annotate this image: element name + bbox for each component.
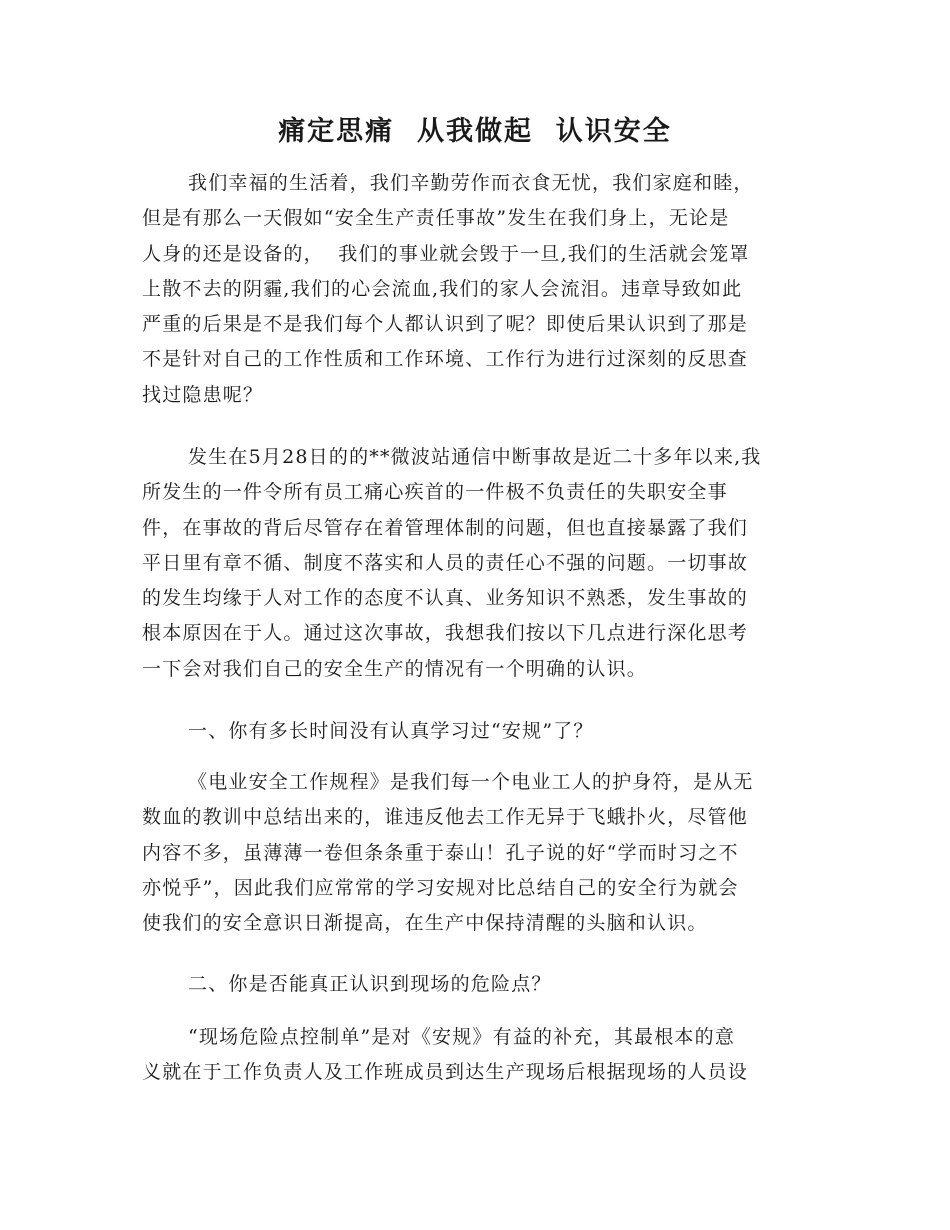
text-line: “现场危险点控制单”是对《安规》有益的补充，其最根本的意 — [188, 1026, 736, 1048]
text-line: 亦悦乎”，因此我们应常常的学习安规对比总结自己的安全行为就会 — [142, 876, 739, 899]
text-line: 发生在5月28日的的**微波站通信中断事故是近二十多年以来,我 — [188, 446, 762, 468]
paragraph-4 — [142, 1020, 822, 1091]
text-line: 但是有那么一天假如“安全生产责任事故”发生在我们身上，无论是 — [142, 207, 730, 230]
paragraph-2 — [142, 440, 822, 687]
text-line: 一下会对我们自己的安全生产的情况有一个明确的认识。 — [142, 657, 648, 680]
text-line: 《电业安全工作规程》是我们每一个电业工人的护身符，是从无 — [188, 771, 754, 793]
section-heading-1 — [142, 714, 822, 749]
text-line: 上散不去的阴霾,我们的心会流血,我们的家人会流泪。违章导致如此 — [142, 277, 743, 300]
text-line: 严重的后果是不是我们每个人都认识到了呢？即使后果认识到了那是 — [142, 313, 749, 336]
text-line: 使我们的安全意识日渐提高，在生产中保持清醒的头脑和认识。 — [142, 912, 708, 935]
text-line: 平日里有章不循、制度不落实和人员的责任心不强的问题。一切事故 — [142, 551, 749, 574]
document-title: 痛定思痛 从我做起 认识安全 — [278, 116, 672, 147]
text-line: 义就在于工作负责人及工作班成员到达生产现场后根据现场的人员设 — [142, 1061, 749, 1084]
text-line: 内容不多，虽薄薄一卷但条条重于泰山！孔子说的好“学而时习之不 — [142, 841, 739, 864]
paragraph-1 — [142, 166, 822, 413]
text-line: 的发生均缘于人对工作的态度不认真、业务知识不熟悉，发生事故的 — [142, 587, 749, 610]
paragraph-3 — [142, 765, 822, 941]
text-line: 不是针对自己的工作性质和工作环境、工作行为进行过深刻的反思查 — [142, 348, 749, 371]
text-line: 件，在事故的背后尽管存在着管理体制的问题，但也直接暴露了我们 — [142, 516, 749, 539]
text-line: 根本原因在于人。通过这次事故，我想我们按以下几点进行深化思考 — [142, 622, 749, 645]
text-line: 找过隐患呢？ — [142, 383, 264, 406]
section-heading-text: 二、你是否能真正认识到现场的危险点？ — [188, 973, 552, 995]
text-line: 我们幸福的生活着，我们辛勤劳作而衣食无忧，我们家庭和睦， — [188, 172, 754, 194]
text-line: 数血的教训中总结出来的，谁违反他去工作无异于飞蛾扑火，尽管他 — [142, 806, 749, 829]
text-line: 所发生的一件令所有员工痛心疾首的一件极不负责任的失职安全事 — [142, 481, 728, 504]
section-heading-2 — [142, 967, 822, 1002]
section-heading-text: 一、你有多长时间没有认真学习过“安规”了？ — [188, 720, 594, 742]
text-line: 人身的还是设备的， 我们的事业就会毁于一旦,我们的生活就会笼罩 — [142, 242, 750, 265]
